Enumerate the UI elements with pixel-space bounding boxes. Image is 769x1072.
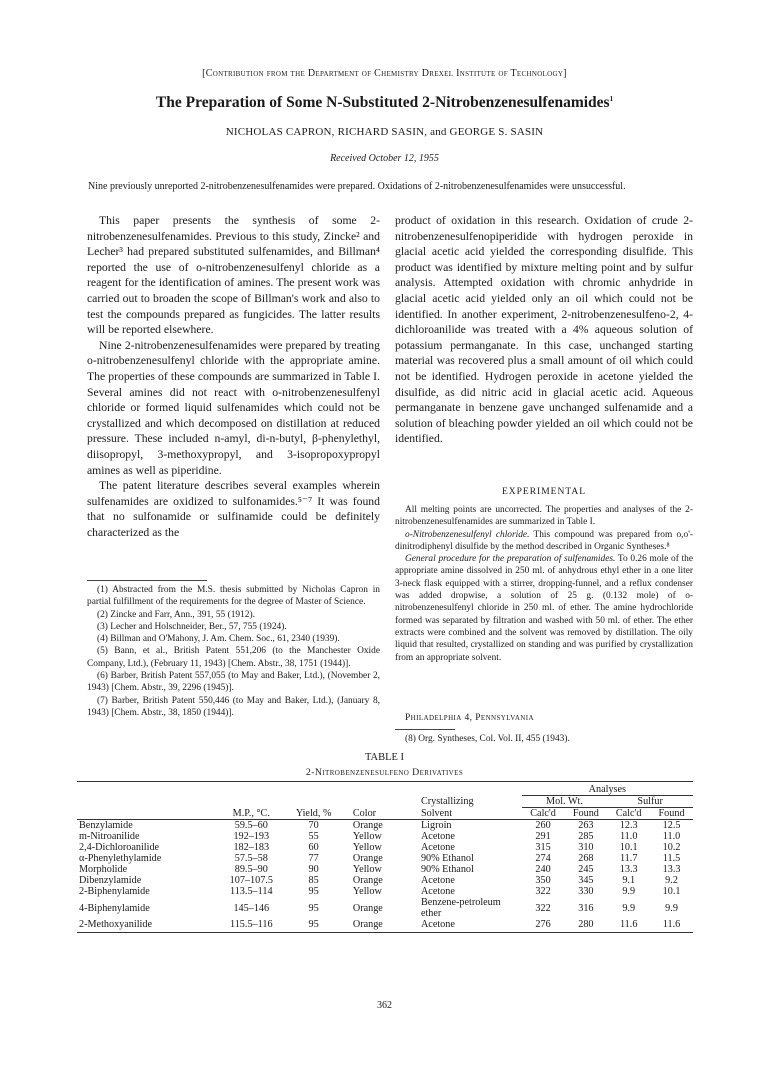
footnote: (8) Org. Syntheses, Col. Vol. II, 455 (1943). (405, 734, 570, 744)
table-cell: 263 (578, 820, 594, 831)
subsection-text: To 0.26 mole of the appropriate amine dissolved in 250 ml. of anhydrous ethyl ether in a one liter 3-neck flask equipped with a stirrer, dropping-funnel, and a reflux condenser was added dropwise, a solution of 25 g. (0.132 mole) of o-nitrobenzenesulfenyl chloride in 250 ml. of ether. The amine hydrochloride formed was separated by filtration and washed with 50 ml. of ether. The ether extracts were combined and the solvent was removed by distillation. The oily liquid that resulted, crystallized on standing and was purified by crystallization from an appropriate solvent. (395, 554, 693, 663)
footnote: (6) Barber, British Patent 557,055 (to May and Baker, Ltd.), (November 2, 1943) [Chem. Abstr., 39, 2296 (1945)]. (87, 671, 380, 694)
table-cell: Orange (352, 853, 383, 864)
table-cell: 9.2 (665, 875, 678, 886)
table-cell: 107–107.5 (229, 875, 273, 886)
table-row (77, 919, 693, 930)
footnote: (5) Bann, et al., British Patent 551,206 (to the Manchester Oxide Company, Ltd.), (February 11, 1943) [Chem. Abstr., 38, 1751 (1944)]. (87, 646, 380, 669)
table-cell: 350 (535, 875, 551, 886)
table-cell: 330 (578, 886, 594, 897)
table-cell: 192–193 (233, 831, 270, 842)
footnote: (2) Zincke and Farr, Ann., 391, 55 (1912). (97, 609, 255, 620)
table-cell: 9.9 (622, 886, 636, 897)
table-cell: Acetone (420, 831, 455, 842)
table-cell: 10.1 (619, 842, 638, 853)
title-text: The Preparation of Some N-Substituted 2-Nitrobenzenesulfenamides (155, 94, 610, 111)
footnote-rule (87, 580, 207, 581)
page-number: 362 (377, 1000, 392, 1011)
title-footnote-mark: 1 (609, 94, 614, 103)
table-cell: 315 (535, 842, 551, 853)
footnote: (1) Abstracted from the M.S. thesis submitted by Nicholas Capron in partial fulfillment of the requirements for the degree of Master of Science. (87, 585, 380, 608)
table-cell: Acetone (420, 886, 455, 897)
table-cell: 280 (578, 919, 594, 930)
table-cell: Yellow (352, 831, 382, 842)
table-cell: 89.5–90 (234, 864, 268, 875)
column-header: Calc'd (607, 808, 650, 820)
table-cell: 12.3 (619, 820, 638, 831)
table-cell: 12.5 (662, 820, 681, 831)
table-row (77, 853, 693, 864)
table-cell: 9.9 (665, 902, 678, 914)
table-cell: 10.1 (662, 886, 681, 897)
table-cell: 11.5 (662, 853, 681, 864)
table-cell: 2,4-Dichloroanilide (79, 842, 160, 853)
footnote: (3) Lecher and Holschneider, Ber., 57, 755 (1924). (97, 621, 287, 632)
experimental-section (395, 504, 693, 664)
column-header: Calc'd (522, 808, 565, 820)
table-cell: Yellow (352, 864, 382, 875)
table-cell: 85 (308, 875, 319, 886)
table-cell: 322 (535, 902, 551, 914)
table-cell: 240 (535, 864, 551, 875)
table-row (77, 897, 693, 919)
table-cell: 291 (535, 831, 551, 842)
table-cell: Benzene-petroleum ether (420, 897, 501, 919)
subsection-title: o-Nitrobenzenesulfenyl chloride. (405, 529, 530, 540)
right-column (395, 213, 693, 447)
experimental-paragraph (395, 553, 693, 664)
table-cell: 13.3 (662, 864, 681, 875)
table-cell: Yellow (352, 842, 382, 853)
footnote: (7) Barber, British Patent 550,446 (to May and Baker, Ltd.), (January 8, 1943) [Chem. Abstr., 38, 1850 (1944)]. (87, 695, 380, 718)
table-cell: 9.9 (622, 902, 636, 914)
table-cell: Acetone (420, 919, 455, 930)
table-subtitle: 2-Nitrobenzenesulfeno Derivatives (305, 767, 464, 778)
body-paragraph: This paper presents the synthesis of some 2-nitrobenzenesulfenamides. Previous to this study, Zincke² and Lecher³ had prepared substituted sulfenamides, and Billman⁴ reported the use of o-nitrobenzenesulfenyl chloride as a reagent for the identification of amines. The present work was carried out to broaden the scope of Billman's work and also to test the compounds prepared as fungicides. The latter results will be reported elsewhere. (87, 214, 380, 337)
table-cell: 345 (578, 875, 594, 886)
table-cell: α-Phenylethylamide (79, 853, 162, 864)
table-cell: 274 (535, 853, 551, 864)
table-cell: 10.2 (662, 842, 681, 853)
table-cell: 260 (535, 820, 551, 831)
column-header (77, 808, 216, 820)
table-cell: 11.0 (619, 831, 638, 842)
table-cell: Orange (352, 902, 383, 914)
table-cell: 316 (578, 902, 594, 914)
table-cell: 95 (308, 902, 319, 914)
data-table-wrap (77, 781, 693, 933)
table-cell: m-Nitroanilide (79, 831, 140, 842)
table-cell: 2-Methoxyanilide (79, 919, 152, 930)
table-row (77, 842, 693, 853)
table-row (77, 831, 693, 842)
table-cell: 113.5–114 (230, 886, 273, 897)
table-cell: 245 (578, 864, 594, 875)
table-title: TABLE I (364, 752, 405, 763)
table-cell: 11.7 (619, 853, 638, 864)
table-cell: Ligroin (420, 820, 452, 831)
table-cell: 90% Ethanol (420, 853, 474, 864)
body-paragraph: Nine 2-nitrobenzenesulfenamides were prepared by treating o-nitrobenzenesulfenyl chloride with the appropriate amine. The properties of these compounds are summarized in Table I. Several amines did not react with o-nitrobenzenesulfenyl chloride or formed liquid sulfenamides which could not be crystallized and which decomposed on distillation at reduced pressure. These included n-amyl, di-n-butyl, β-phenylethyl, diisopropyl, 3-methoxypropyl, and 3-isopropoxypropyl amines as well as piperidine. (87, 338, 380, 477)
place-line: Philadelphia 4, Pennsylvania (405, 713, 534, 723)
body-paragraph: product of oxidation in this research. Oxidation of crude 2-nitrobenzenesulfenopiperidide with hydrogen peroxide in glacial acetic acid yielded the corresponding disulfide. This product was identified by mixture melting point and by sulfur analysis. Attempted oxidation with chromic anhydride in glacial acetic acid yielded only an oil which could not be identified. In another experiment, 2-nitrobenzenesulfeno-2, 4-dichloroanilide was treated with a 4% aqueous solution of potassium permanganate. In this case, unchanged starting material was recovered plus a small amount of oil which could not be identified. Hydrogen peroxide in acetone yielded the disulfide, as did nitric acid in glacial acetic acid. Aqueous permanganate in benzene gave unchanged sulfenamide and a solution of bleaching powder yielded an oil which could not be identified. (395, 214, 693, 446)
experimental-heading: EXPERIMENTAL (501, 487, 587, 497)
table-cell: 11.0 (662, 831, 681, 842)
table-cell: Acetone (420, 875, 455, 886)
experimental-paragraph: All melting points are uncorrected. The properties and analyses of the 2-nitrobenzenesulfenamides are summarized in Table I. (395, 505, 693, 528)
footnotes (87, 580, 380, 719)
table-cell: 145–146 (233, 902, 270, 914)
table-cell: Dibenzylamide (79, 875, 142, 886)
table-cell: Acetone (420, 842, 455, 853)
subsection-title: General procedure for the preparation of sulfenamides. (405, 554, 616, 565)
table-cell: 60 (308, 842, 319, 853)
table-row (77, 875, 693, 886)
sulfur-header: Sulfur (607, 796, 693, 808)
table-cell: 322 (535, 886, 551, 897)
received-date: Received October 12, 1955 (330, 153, 439, 164)
table-cell: 310 (578, 842, 594, 853)
table-cell: 115.5–116 (230, 919, 273, 930)
authors: NICHOLAS CAPRON, RICHARD SASIN, and GEORGE S. SASIN (225, 126, 544, 138)
table-cell: 4-Biphenylamide (79, 902, 150, 914)
table-cell: 9.1 (622, 875, 636, 886)
analyses-header: Analyses (522, 784, 693, 796)
column-header: Found (650, 808, 693, 820)
table-cell: Morpholide (79, 864, 128, 875)
table-cell: 95 (308, 919, 319, 930)
data-table (77, 781, 693, 933)
table-row (77, 820, 693, 832)
table-cell: Benzylamide (79, 820, 133, 831)
table-body (77, 820, 693, 931)
molwt-header: Mol. Wt. (522, 796, 608, 808)
table-cell: 2-Biphenylamide (79, 886, 150, 897)
subsection-text: This compound was prepared from o,o'-dinitrodiphenyl disulfide by the method described in Organic Syntheses.⁸ (395, 529, 694, 552)
table-cell: 11.6 (662, 919, 681, 930)
column-header: M.P., °C. (216, 808, 286, 820)
table-cell: 95 (308, 886, 319, 897)
table-cell: 77 (308, 853, 319, 864)
left-column (87, 213, 380, 540)
paper-title (0, 94, 769, 112)
table-cell: 90 (308, 864, 319, 875)
experimental-paragraph (395, 529, 693, 554)
table-cell: Orange (352, 875, 383, 886)
table-cell: 268 (578, 853, 594, 864)
body-paragraph: The patent literature describes several examples wherein sulfenamides are oxidized to sulfonamides.⁵⁻⁷ It was found that no sulfonamide or sulfinamide could be definitely characterized as the (87, 479, 380, 539)
column-header: Color (341, 808, 409, 820)
table-cell: 276 (535, 919, 551, 930)
column-header: Solvent (409, 808, 522, 820)
table-cell: Yellow (352, 886, 382, 897)
column-header: Yield, % (286, 808, 340, 820)
table-cell: 13.3 (619, 864, 638, 875)
table-cell: 70 (308, 820, 319, 831)
column-header: Found (564, 808, 607, 820)
table-cell: 57.5–58 (234, 853, 268, 864)
footnote-rule (395, 729, 455, 730)
contribution-line: [Contribution from the Department of Chemistry Drexel Institute of Technology] (202, 68, 567, 79)
table-cell: 90% Ethanol (420, 864, 474, 875)
crystallizing-header: Crystallizing (420, 796, 474, 807)
abstract: Nine previously unreported 2-nitrobenzenesulfenamides were prepared. Oxidations of 2-nitrobenzenesulfenamides were unsuccessful. (88, 181, 626, 192)
table-cell: 55 (308, 831, 319, 842)
table-cell: 59.5–60 (234, 820, 268, 831)
table-cell: 285 (578, 831, 594, 842)
table-cell: Orange (352, 919, 383, 930)
table-row (77, 886, 693, 897)
table-cell: 182–183 (233, 842, 270, 853)
table-cell: Orange (352, 820, 383, 831)
table-row (77, 864, 693, 875)
footnote: (4) Billman and O'Mahony, J. Am. Chem. Soc., 61, 2340 (1939). (97, 634, 340, 645)
table-cell: 11.6 (619, 919, 638, 930)
